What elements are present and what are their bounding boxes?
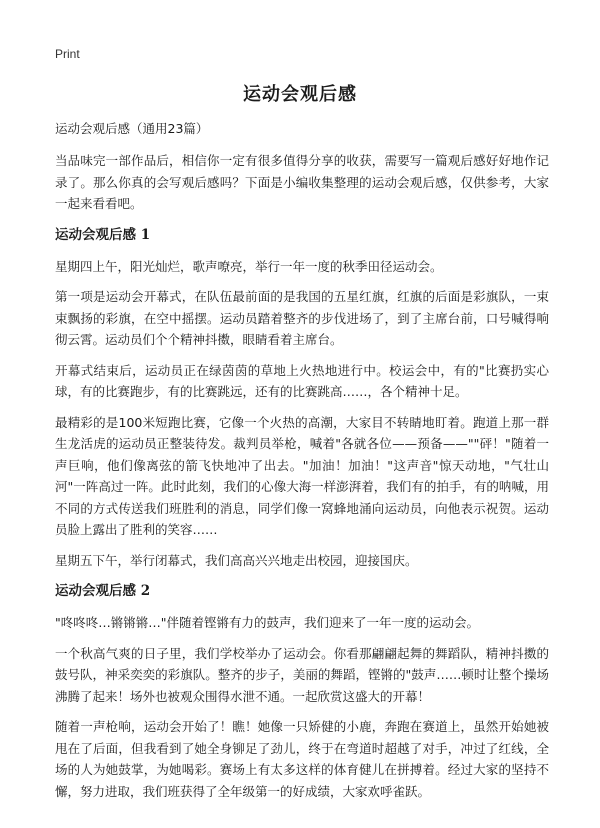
intro-paragraph: 当品味完一部作品后，相信你一定有很多值得分享的收获，需要写一篇观后感好好地作记录了。那么你真的会写观后感吗？下面是小编收集整理的运动会观后感，仅供参考，大家一起来看看吧。 <box>55 153 549 211</box>
section-1-paragraph: 开幕式结束后，运动员正在绿茵茵的草地上火热地进行中。校运会中，有的"比赛扔实心球，有的比赛跑步，有的比赛跳远，还有的比赛跳高……，各个精神十足。 <box>55 362 549 399</box>
document-subtitle: 运动会观后感（通用23篇） <box>55 121 209 136</box>
print-label: Print <box>55 47 80 61</box>
section-2-paragraph: 随着一声枪响，运动会开始了！瞧！她像一只矫健的小鹿，奔跑在赛道上，虽然开始她被甩在了后面，但我看到了她全身铆足了劲儿，终于在弯道时超越了对手，冲过了红线，全场的人为她鼓掌，为她喝彩。赛场上有太多这样的体育健儿在拼搏着。经过大家的坚持不懈，努力进取，我们班获得了全年级第一的好成绩，大家欢呼雀跃。 <box>55 719 549 799</box>
section-2-paragraph: 一个秋高气爽的日子里，我们学校举办了运动会。你看那翩翩起舞的舞蹈队，精神抖擞的鼓号队，神采奕奕的彩旗队。整齐的步子，美丽的舞蹈，铿锵的"鼓声……顿时让整个操场沸腾了起来！场外也被观众围得水泄不通。一起欣赏这盛大的开幕！ <box>55 645 549 704</box>
section-1-paragraph: 星期五下午，举行闭幕式，我们高高兴兴地走出校园，迎接国庆。 <box>55 552 418 568</box>
section-heading-1: 运动会观后感 1 <box>55 226 151 243</box>
section-1-paragraph: 最精彩的是100米短跑比赛，它像一个火热的高潮，大家目不转睛地盯着。跑道上那一群生龙活虎的运动员正整装待发。裁判员举枪，喊着"各就各位——预备——""砰！"随着一声巨响，他们像离弦的箭飞快地冲了出去。"加油！加油！"这声音"惊天动地，"气壮山河"一阵高过一阵。此时此刻，我们的心像大海一样澎湃着，我们有的拍手，有的呐喊，用不同的方式传送我们班胜利的消息，同学们像一窝蜂地涌向运动员，向他表示祝贺。运动员脸上露出了胜利的笑容…… <box>55 414 549 537</box>
document-title: 运动会观后感 <box>243 84 357 105</box>
document-body <box>55 118 549 811</box>
section-2-paragraph: "咚咚咚…锵锵锵…"伴随着铿锵有力的鼓声，我们迎来了一年一度的运动会。 <box>55 615 480 630</box>
section-heading-2: 运动会观后感 2 <box>55 583 151 599</box>
section-1-paragraph: 星期四上午，阳光灿烂，歌声嘹亮，举行一年一度的秋季田径运动会。 <box>55 258 443 274</box>
section-1-paragraph: 第一项是运动会开幕式，在队伍最前面的是我国的五星红旗，红旗的后面是彩旗队，一束束飘扬的彩旗，在空中摇摆。运动员踏着整齐的步伐进场了，到了主席台前，口号喊得响彻云霄。运动员们个个精神抖擞，眼睛看着主席台。 <box>55 289 549 347</box>
